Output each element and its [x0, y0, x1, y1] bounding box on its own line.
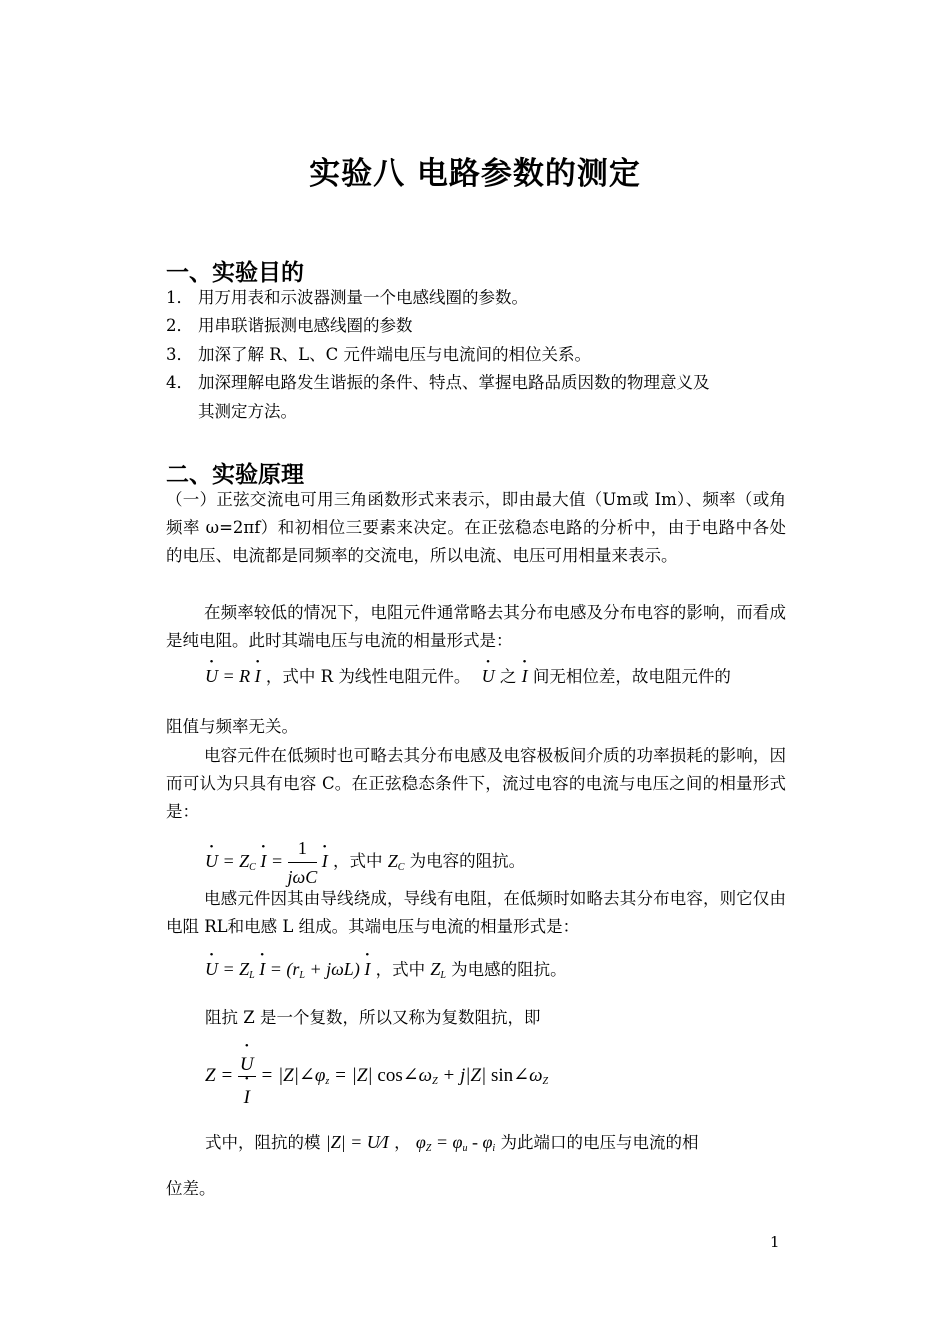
list-item — [166, 341, 786, 369]
paragraph-resistor-end: 阻值与频率无关。 — [166, 717, 298, 736]
paragraph-phase-end: 位差。 — [166, 1179, 216, 1198]
list-item — [166, 312, 786, 340]
list-item-number: 1． — [166, 288, 193, 307]
modulus-intro: 式中，阻抗的模 — [205, 1133, 321, 1152]
equation-resistor-row — [205, 662, 790, 691]
section-heading-objectives: 一、实验目的 — [166, 260, 304, 286]
list-item — [166, 398, 786, 426]
equation-inductor-row — [205, 955, 567, 990]
equation-capacitor-note2: 为电容的阻抗。 — [409, 851, 526, 871]
list-item-text: 其测定方法。 — [198, 402, 297, 421]
phasor-i: • I — [522, 666, 528, 686]
paragraph-resistor: 在频率较低的情况下，电阻元件通常略去其分布电感及分布电容的影响，而看成是纯电阻。此时其端电压与电流的相量形式是： — [166, 603, 786, 650]
list-item-text: 加深理解电路发生谐振的条件、特点、掌握电路品质因数的物理意义及 — [198, 373, 710, 392]
modulus-row — [205, 1128, 698, 1163]
list-item-text: 加深了解 R、L、C 元件端电压与电流间的相位关系。 — [198, 345, 591, 364]
equation-resistor-note2: 之 — [499, 667, 517, 686]
equation-modulus: |Z| = U⁄I — [325, 1132, 389, 1152]
equation-inductor: • $U = Z_L$ • $I = (r_L + j\omega L)$ • I — [205, 959, 370, 979]
equation-capacitor: • $U = Z_C$ • I = $\frac{1}{\text{jωC}}$ • I — [205, 851, 328, 871]
paragraph-capacitor: 电容元件在低频时也可略去其分布电感及电容极板间介质的功率损耗的影响，因而可认为只具有电容 C。在正弦稳态条件下，流过电容的电流与电压之间的相量形式是： — [166, 746, 786, 821]
list-item-number: 2． — [166, 316, 193, 335]
phasor-u: • U — [482, 666, 495, 686]
inductor-impedance-symbol: $Z_L$ — [430, 959, 446, 981]
paragraph-impedance: 阻抗 Z 是一个复数，所以又称为复数阻抗，即 — [205, 1008, 541, 1027]
list-item — [166, 369, 786, 397]
list-item-text: 用串联谐振测电感线圈的参数 — [198, 316, 413, 335]
page-number: 1 — [770, 1233, 780, 1251]
equation-capacitor-note: ，式中 — [332, 851, 383, 871]
list-item-number: 3． — [166, 345, 193, 364]
equation-inductor-note: ，式中 — [375, 960, 426, 979]
list-item-text: 用万用表和示波器测量一个电感线圈的参数。 — [198, 288, 528, 307]
list-item-number: 4． — [166, 373, 193, 392]
section-heading-principles: 二、实验原理 — [166, 462, 304, 488]
paragraph-sinusoidal: （一）正弦交流电可用三角函数形式来表示，即由最大值（Um或 Im）、频率（或角频率 ω=2πf）和初相位三要素来决定。在正弦稳态电路的分析中，由于电路中各处的电压、电流都是同频率的交流电，所以电流、电压可用相量来表示。 — [166, 490, 786, 565]
equation-resistor: • U = R • I — [205, 666, 261, 686]
equation-inductor-note2: 为电感的阻抗。 — [451, 960, 567, 979]
page-title: 实验八 电路参数的测定 — [309, 156, 641, 192]
paragraph-inductor: 电感元件因其由导线绕成，导线有电阻，在低频时如略去其分布电容，则它仅由电阻 RL和电感 L 组成。其端电压与电流的相量形式是： — [166, 889, 786, 936]
capacitor-impedance-symbol: $Z_C$ — [387, 850, 405, 873]
equation-resistor-note3: 间无相位差，故电阻元件的 — [532, 667, 731, 686]
equation-capacitor-row — [205, 834, 525, 891]
equation-phase-difference: $\varphi_Z = \varphi_u - \varphi_i$ — [415, 1132, 496, 1154]
list-item — [166, 284, 786, 312]
modulus-note: 为此端口的电压与电流的相 — [500, 1133, 699, 1152]
modulus-sep: ， — [394, 1133, 411, 1152]
equation-complex-impedance: Z = • U • I = $|Z|\angle\varphi_z = |Z|$ $\cos\angle\omega_Z + j|Z|$ $\sin\angle\omega_Z$ — [205, 1044, 548, 1109]
equation-resistor-note: ，式中 R 为线性电阻元件。 — [265, 667, 471, 686]
